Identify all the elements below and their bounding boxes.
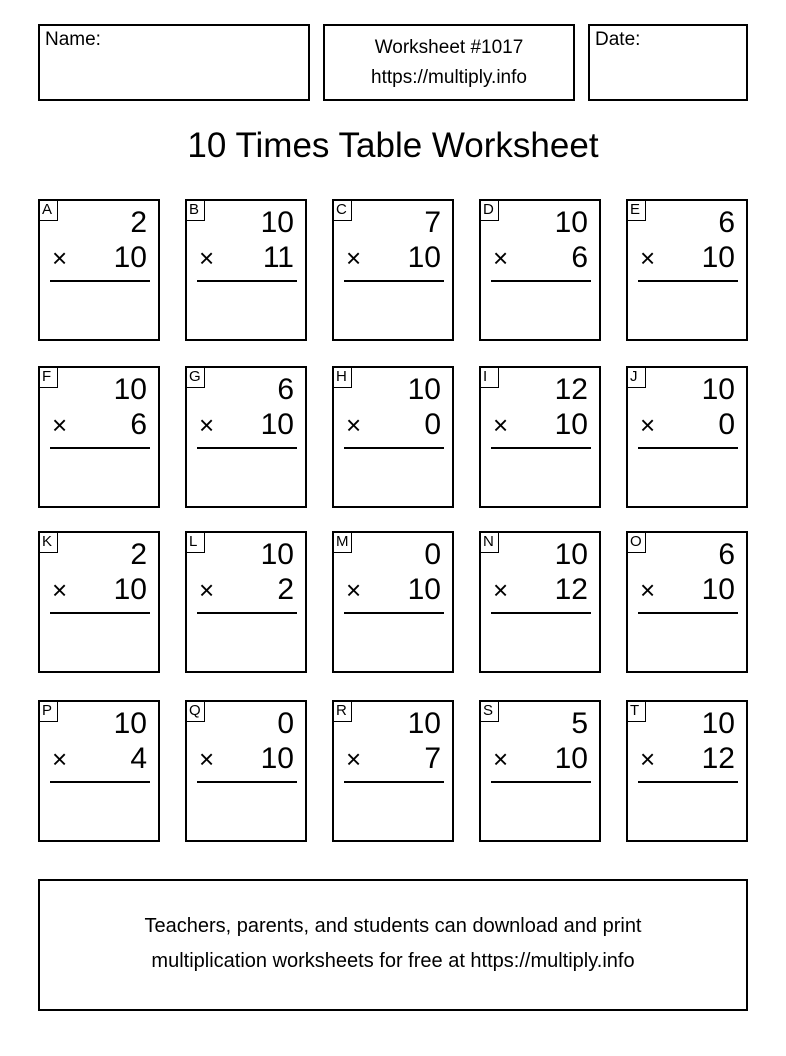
problem-top-number: 0	[424, 538, 441, 571]
problem-top-number: 10	[260, 538, 294, 571]
problem-letter: A	[38, 199, 58, 221]
times-symbol: ×	[52, 575, 68, 605]
problem-bottom-number: 10	[260, 742, 294, 775]
times-symbol: ×	[640, 410, 656, 440]
times-symbol: ×	[493, 744, 509, 774]
problem-card	[626, 366, 748, 508]
worksheet-number: Worksheet #1017	[374, 37, 524, 58]
problem-top-number: 10	[113, 373, 147, 406]
problem-bottom-number: 10	[554, 742, 588, 775]
problem-letter: J	[626, 366, 646, 388]
times-symbol: ×	[640, 243, 656, 273]
answer-line	[344, 447, 444, 449]
problem-letter: D	[479, 199, 499, 221]
times-symbol: ×	[493, 243, 509, 273]
answer-line	[197, 781, 297, 783]
problem-top-number: 2	[130, 538, 147, 571]
answer-line	[638, 280, 738, 282]
problem-bottom-number: 10	[113, 241, 147, 274]
problem-letter: M	[332, 531, 352, 553]
worksheet-url: https://multiply.info	[371, 67, 527, 88]
problem-letter: L	[185, 531, 205, 553]
problem-card	[38, 199, 160, 341]
answer-line	[50, 612, 150, 614]
times-symbol: ×	[52, 744, 68, 774]
answer-line	[197, 447, 297, 449]
problem-card	[38, 366, 160, 508]
problem-top-number: 5	[571, 707, 588, 740]
problem-letter: O	[626, 531, 646, 553]
problem-top-number: 10	[113, 707, 147, 740]
problem-bottom-number: 10	[701, 241, 735, 274]
problem-letter: Q	[185, 700, 205, 722]
problem-card	[479, 531, 601, 673]
problem-top-number: 10	[554, 538, 588, 571]
answer-line	[491, 612, 591, 614]
answer-line	[491, 781, 591, 783]
problem-card	[479, 199, 601, 341]
times-symbol: ×	[493, 410, 509, 440]
times-symbol: ×	[199, 243, 215, 273]
answer-line	[197, 612, 297, 614]
problem-card	[38, 531, 160, 673]
problem-top-number: 10	[407, 373, 441, 406]
problem-top-number: 12	[554, 373, 588, 406]
answer-line	[50, 280, 150, 282]
problem-letter: G	[185, 366, 205, 388]
problem-letter: E	[626, 199, 646, 221]
footer-line-2: multiplication worksheets for free at https://multiply.info	[151, 950, 635, 972]
answer-line	[50, 447, 150, 449]
problem-bottom-number: 6	[130, 408, 147, 441]
problem-top-number: 0	[277, 707, 294, 740]
times-symbol: ×	[346, 744, 362, 774]
problem-letter: K	[38, 531, 58, 553]
answer-line	[50, 781, 150, 783]
date-label: Date:	[595, 29, 641, 50]
problem-card	[332, 199, 454, 341]
times-symbol: ×	[346, 410, 362, 440]
problem-bottom-number: 4	[130, 742, 147, 775]
answer-line	[491, 280, 591, 282]
answer-line	[491, 447, 591, 449]
times-symbol: ×	[346, 575, 362, 605]
answer-line	[344, 612, 444, 614]
problem-card	[185, 531, 307, 673]
problem-card	[626, 199, 748, 341]
name-label: Name:	[45, 29, 101, 50]
times-symbol: ×	[199, 744, 215, 774]
answer-line	[638, 781, 738, 783]
problem-letter: F	[38, 366, 58, 388]
problem-card	[626, 531, 748, 673]
times-symbol: ×	[52, 410, 68, 440]
problem-card	[626, 700, 748, 842]
problem-bottom-number: 2	[277, 573, 294, 606]
answer-line	[638, 447, 738, 449]
problem-card	[332, 700, 454, 842]
problem-bottom-number: 12	[701, 742, 735, 775]
times-symbol: ×	[640, 575, 656, 605]
problem-letter: T	[626, 700, 646, 722]
problem-card	[332, 366, 454, 508]
problem-letter: B	[185, 199, 205, 221]
problem-letter: C	[332, 199, 352, 221]
times-symbol: ×	[346, 243, 362, 273]
problem-card	[479, 366, 601, 508]
problem-top-number: 10	[260, 206, 294, 239]
problem-letter: R	[332, 700, 352, 722]
footer-box	[38, 879, 748, 1011]
problem-bottom-number: 10	[701, 573, 735, 606]
problem-top-number: 2	[130, 206, 147, 239]
times-symbol: ×	[493, 575, 509, 605]
problem-bottom-number: 10	[113, 573, 147, 606]
problem-bottom-number: 10	[407, 573, 441, 606]
problem-top-number: 7	[424, 206, 441, 239]
problem-bottom-number: 7	[424, 742, 441, 775]
answer-line	[344, 280, 444, 282]
times-symbol: ×	[199, 410, 215, 440]
problem-top-number: 6	[718, 206, 735, 239]
answer-line	[344, 781, 444, 783]
problem-top-number: 6	[277, 373, 294, 406]
problem-top-number: 10	[407, 707, 441, 740]
problem-card	[332, 531, 454, 673]
problem-bottom-number: 10	[407, 241, 441, 274]
answer-line	[197, 280, 297, 282]
problem-card	[479, 700, 601, 842]
problem-top-number: 6	[718, 538, 735, 571]
problem-bottom-number: 10	[260, 408, 294, 441]
problem-bottom-number: 0	[424, 408, 441, 441]
times-symbol: ×	[640, 744, 656, 774]
problem-top-number: 10	[554, 206, 588, 239]
problem-letter: H	[332, 366, 352, 388]
problem-letter: N	[479, 531, 499, 553]
problem-letter: S	[479, 700, 499, 722]
problem-top-number: 10	[701, 373, 735, 406]
problem-card	[38, 700, 160, 842]
answer-line	[638, 612, 738, 614]
footer-line-1: Teachers, parents, and students can download and print	[144, 915, 642, 937]
problem-top-number: 10	[701, 707, 735, 740]
times-symbol: ×	[52, 243, 68, 273]
problem-letter: P	[38, 700, 58, 722]
problem-bottom-number: 0	[718, 408, 735, 441]
problem-card	[185, 199, 307, 341]
problem-bottom-number: 6	[571, 241, 588, 274]
times-symbol: ×	[199, 575, 215, 605]
problem-bottom-number: 10	[554, 408, 588, 441]
problem-bottom-number: 11	[262, 241, 294, 274]
problem-letter: I	[479, 366, 499, 388]
problem-card	[185, 700, 307, 842]
page-title: 10 Times Table Worksheet	[187, 126, 599, 165]
problem-bottom-number: 12	[554, 573, 588, 606]
problem-card	[185, 366, 307, 508]
